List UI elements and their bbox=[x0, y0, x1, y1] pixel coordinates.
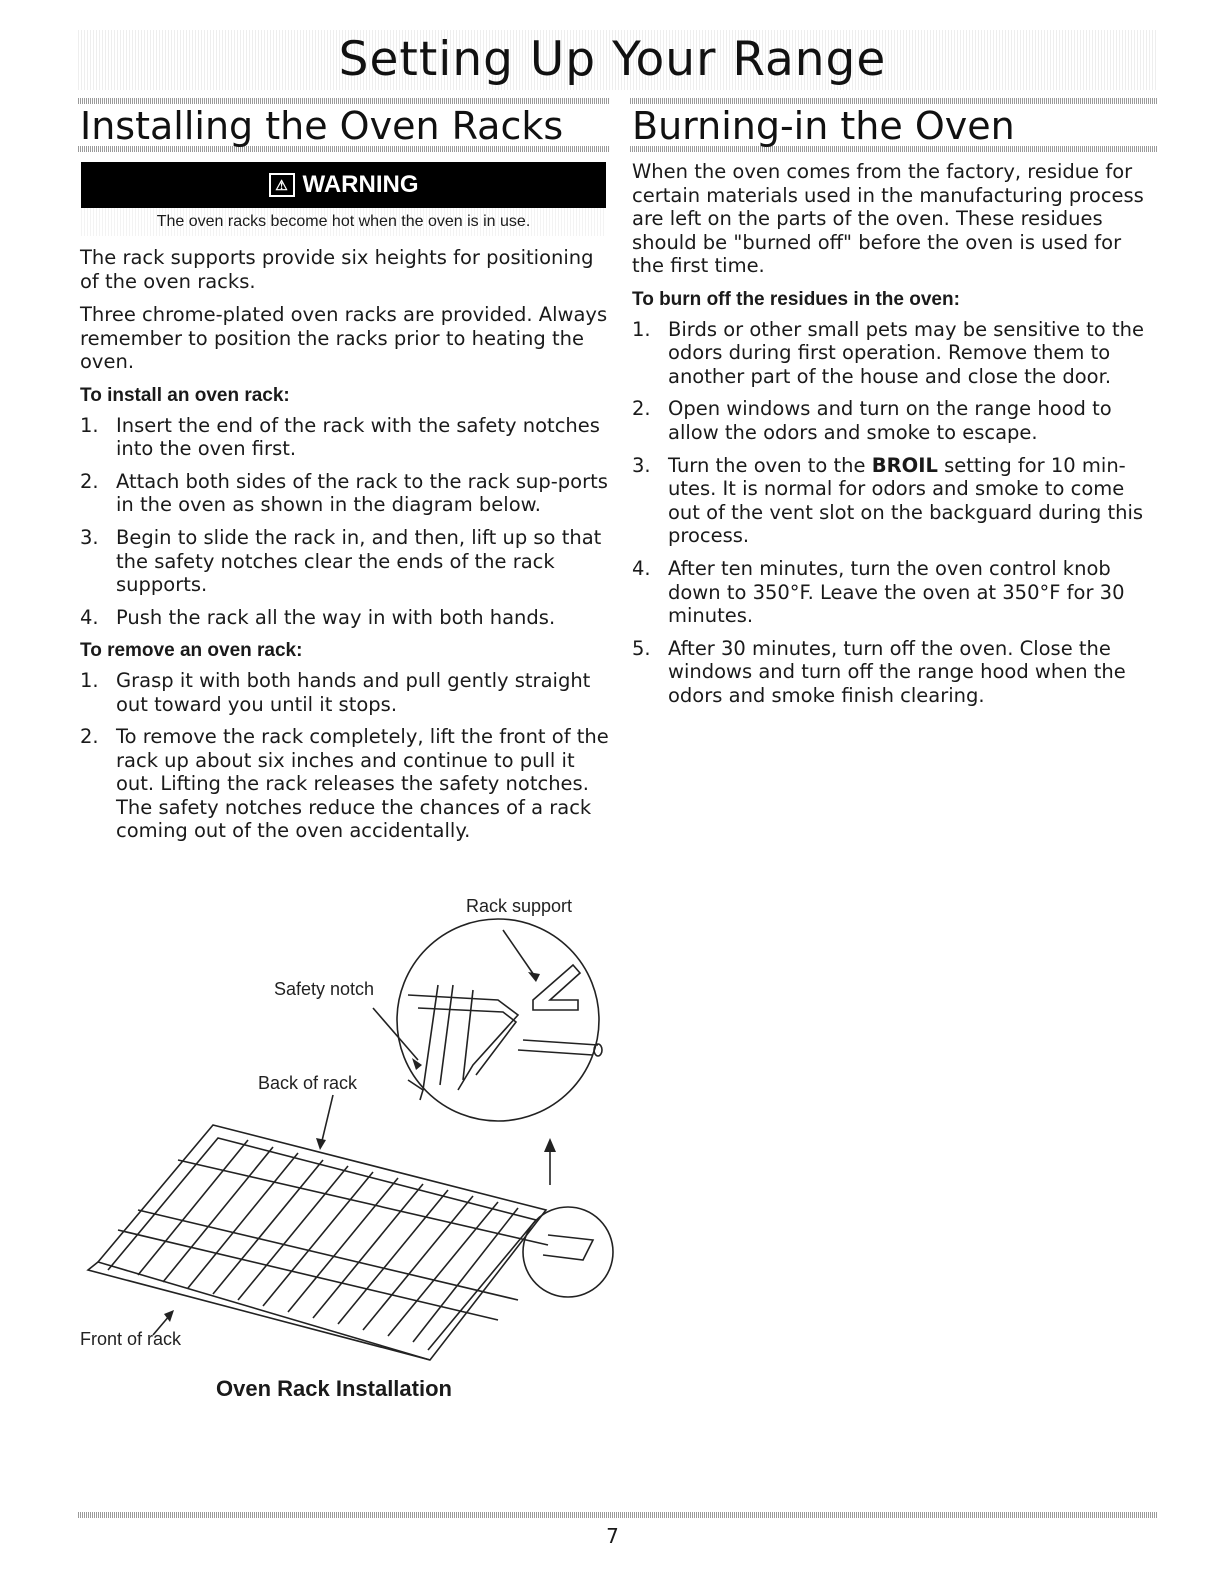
install-steps bbox=[80, 414, 610, 630]
oven-rack-diagram bbox=[78, 890, 638, 1390]
list-item: 5. After 30 minutes, turn off the oven. Close the windows and turn off the range hood when the odors and smoke finish clearing. bbox=[632, 636, 1126, 707]
figure-caption: Oven Rack Installation bbox=[216, 1376, 452, 1401]
list-item: 3. Begin to slide the rack in, and then, lift up so that the safety notches clear the ends of the rack supports. bbox=[80, 525, 602, 597]
remove-heading: To remove an oven rack: bbox=[80, 640, 303, 662]
burn-off-heading: To burn off the residues in the oven: bbox=[632, 288, 960, 310]
rack-support-label: Rack support bbox=[466, 896, 573, 916]
warning-label: WARNING bbox=[302, 171, 419, 198]
paragraph: The rack supports provide six heights for positioning of the oven racks. bbox=[80, 246, 594, 293]
install-heading: To install an oven rack: bbox=[80, 384, 290, 406]
left-body bbox=[80, 246, 610, 853]
burn-off-steps bbox=[632, 318, 1158, 708]
page-title: Setting Up Your Range bbox=[338, 32, 887, 87]
footer-rule bbox=[78, 1512, 1158, 1518]
broil-setting: BROIL bbox=[871, 453, 938, 477]
list-item: 2. To remove the rack completely, lift the front of the rack up about six inches and continue to pull it out. Lifting the rack releases the safety notches. The safety notches reduce the chances of a rack coming out of the oven accidentally. bbox=[80, 725, 609, 843]
page-number: 7 bbox=[606, 1524, 619, 1548]
list-item: 4. After ten minutes, turn the oven control knob down to 350°F. Leave the oven at 350°F for 30 minutes. bbox=[632, 556, 1125, 628]
safety-notch-label: Safety notch bbox=[274, 979, 375, 999]
warning-triangle-icon: ⚠ bbox=[269, 173, 295, 197]
rack-support-bracket bbox=[533, 965, 580, 1010]
right-body bbox=[632, 160, 1158, 717]
section-title-burning-in: Burning-in the Oven bbox=[632, 104, 1015, 148]
detail-circle bbox=[523, 1207, 613, 1297]
warning-banner bbox=[81, 162, 606, 208]
list-item: 2. Attach both sides of the rack to the rack sup-ports in the oven as shown in the diagram below. bbox=[80, 469, 608, 517]
paragraph: Three chrome-plated oven racks are provided. Always remember to position the racks prior to heating the oven. bbox=[80, 303, 608, 374]
list-item: 1. Grasp it with both hands and pull gently straight out toward you until it stops. bbox=[80, 668, 591, 716]
section-title-installing: Installing the Oven Racks bbox=[80, 104, 564, 148]
warning-text: The oven racks become hot when the oven is in use. bbox=[81, 208, 606, 236]
front-of-rack-label: Front of rack bbox=[80, 1329, 182, 1349]
magnify-circle bbox=[397, 919, 599, 1121]
list-item: 1. Birds or other small pets may be sensitive to the odors during first operation. Remove them to another part of the house and close the door. bbox=[632, 317, 1144, 388]
list-item: 3. Turn the oven to the BROIL setting for 10 min-utes. It is normal for odors and smoke to come out of the vent slot on the backguard during this process. bbox=[632, 453, 1144, 548]
back-of-rack-label: Back of rack bbox=[258, 1073, 358, 1093]
warning-box bbox=[78, 159, 609, 238]
list-item: 4. Push the rack all the way in with both hands. bbox=[80, 605, 556, 629]
list-item: 2. Open windows and turn on the range hood to allow the odors and smoke to escape. bbox=[632, 397, 1112, 444]
remove-steps bbox=[80, 669, 610, 843]
list-item: 1. Insert the end of the rack with the safety notches into the oven first. bbox=[80, 413, 600, 461]
intro-paragraph: When the oven comes from the factory, residue for certain materials used in the manufacturing process are left on the parts of the oven. These residues should be "burned off" before the oven is used for the first time. bbox=[632, 160, 1144, 278]
